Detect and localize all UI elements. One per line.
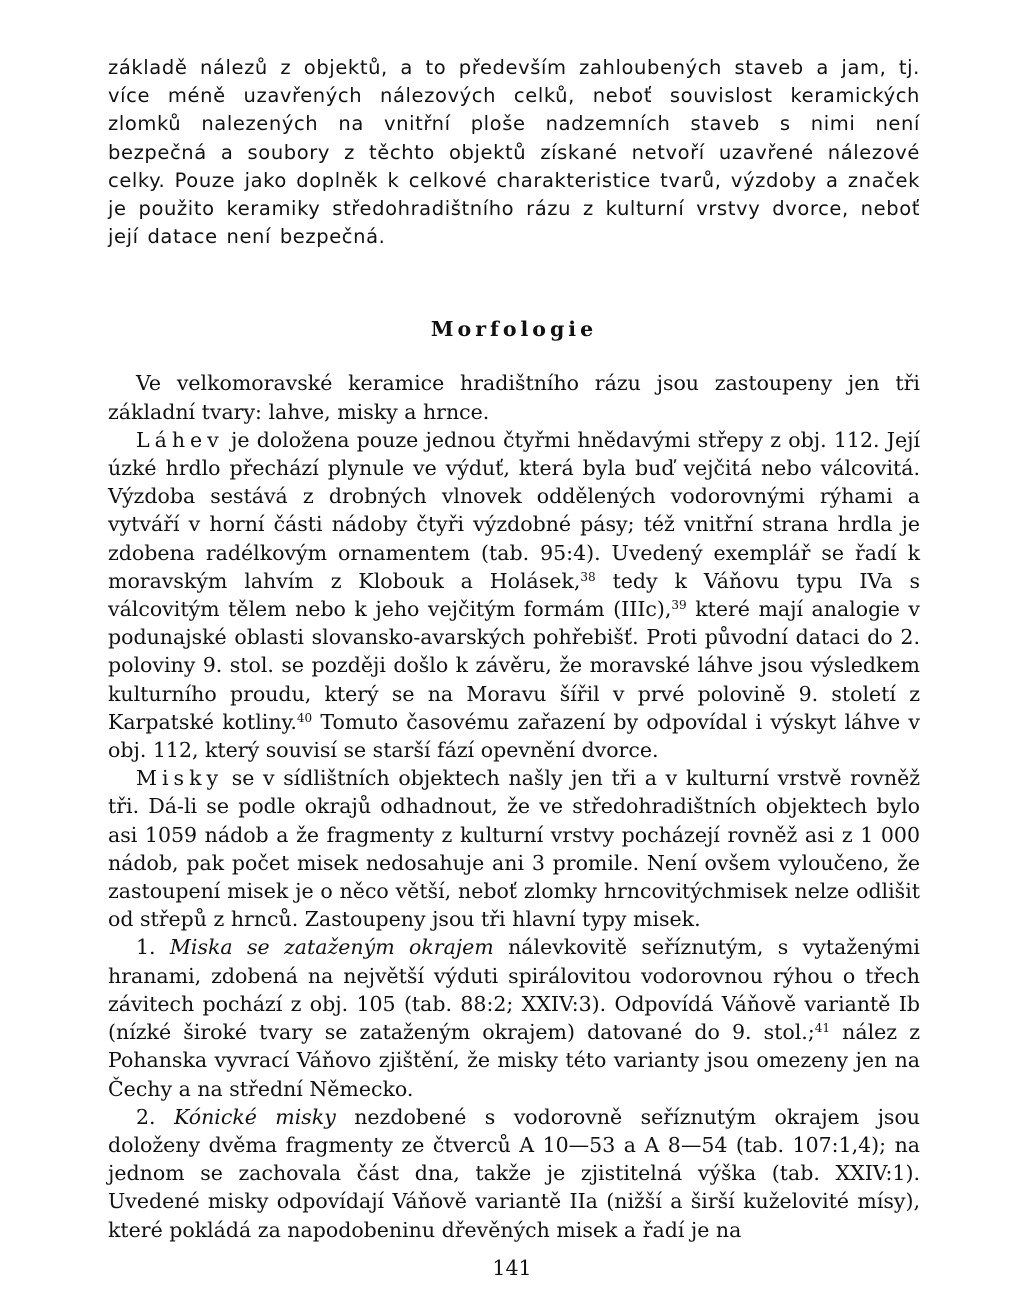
- paragraph-lahev: [108, 426, 920, 764]
- text-segment: nález z Pohanska vyvrací Váňovo zjištění, že misky této varianty jsou omezeny jen na Čechy a na střední Německo.: [108, 1020, 921, 1101]
- paragraph-miska-zatazeny-okraj: [108, 933, 920, 1102]
- paragraph-misky: [108, 764, 920, 933]
- page-number: 141: [492, 1256, 532, 1280]
- term-misky: Misky: [136, 766, 224, 791]
- paragraph-konicke-misky: [108, 1103, 920, 1244]
- term-konicke-misky: Kónické misky: [173, 1104, 336, 1129]
- paragraph-tvary: Ve velkomoravské keramice hradištního rázu jsou zastoupeny jen tři základní tvary: lahve, misky a hrnce.: [108, 371, 920, 424]
- section-heading: Morfologie: [430, 317, 598, 342]
- term-lahev: Láhev: [136, 427, 224, 452]
- footnote-ref-41: 41: [814, 1021, 831, 1036]
- text-segment: nálevkovitě seříznutým, s vytaženými hranami, zdobená na největší výduti spirálovitou vodorovnou rýhou o třech závitech pochází z obj. 105 (tab. 88:2; XXIV:3). Odpovídá Váňově variantě Ib (nízké široké tvary se zataženým okrajem) datované do 9. stol.;: [108, 935, 920, 1045]
- text-segment: nezdobené s vodorovně seříznutým okrajem jsou doloženy dvěma fragmenty ze čtverců A 10—53 a A 8—54 (tab. 107:1,4); na jednom se zachovala část dna, takže je zjistitelná výška (tab. XXIV:1). Uvedené misky odpovídají Váňově variantě IIa (nižší a širší kuželovité mísy), které pokládá za napodobeninu dřevěných misek a řadí je na: [108, 1104, 920, 1242]
- paragraph-intro: základě nálezů z objektů, a to především zahloubených staveb a jam, tj. více méně uzavřených nálezových celků, neboť souvislost keramických zlomků nalezených na vnitřní ploše nadzemních staveb s nimi není bezpečná a soubory z těchto objektů získané netvoří uzavřené nálezové celky. Pouze jako doplněk k celkové charakteristice tvarů, výzdoby a značek je použito keramiky středohradištního rázu z kulturní vrstvy dvorce, neboť její datace není bezpečná.: [108, 56, 920, 249]
- text-segment: se v sídlištních objektech našly jen tři a v kulturní vrstvě rovněž tři. Dá-li se podle okrajů odhadnout, že ve středohradištních objektech bylo asi 1059 nádob a že fragmenty z kulturní vrstvy pocházejí rovněž asi z 1 000 nádob, pak počet misek nedosahuje ani 3 promile. Není ovšem vyloučeno, že zastoupení misek je o něco větší, neboť zlomky hrncovitýchmisek nelze odlišit od střepů z hrnců. Zastoupeny jsou tři hlavní typy misek.: [108, 766, 920, 932]
- text-segment: je doložena pouze jednou čtyřmi hnědavými střepy z obj. 112. Její úzké hrdlo přechází plynule ve výduť, která byla buď vejčitá nebo válcovitá. Výzdoba sestává z drobných vlnovek oddělených vodorovnými rýhami a vytváří v horní části nádoby čtyři výzdobné pásy; též vnitřní strana hrdla je zdobena radélkovým ornamentem (tab. 95:4). Uvedený exemplář se řadí k moravským lahvím z Klobouk a Holásek,: [108, 427, 920, 593]
- document-page: [108, 54, 920, 1244]
- footnote-ref-38: 38: [580, 569, 596, 584]
- list-number: 1.: [136, 935, 170, 960]
- list-number: 2.: [136, 1104, 174, 1129]
- footnote-ref-40: 40: [296, 710, 313, 725]
- term-miska-zatazeny-okraj: Miska se zataženým okrajem: [169, 935, 494, 960]
- text-segment: které mají analogie v podunajské oblasti slovansko-avarských pohřebišť. Proti původní dataci do 2. poloviny 9. stol. se později došlo k závěru, že moravské láhve jsou výsledkem kulturního proudu, který se na Moravu šířil v prvé polovině 9. století z Karpatské kotliny.: [108, 597, 920, 734]
- text-segment: Tomuto časovému zařazení by odpovídal i výskyt láhve v obj. 112, který souvisí se starší fází opevnění dvorce.: [108, 709, 920, 763]
- footnote-ref-39: 39: [671, 598, 687, 613]
- text-segment: tedy k Váňovu typu IVa s válcovitým tělem nebo k jeho vejčitým formám (IIIc),: [108, 568, 920, 622]
